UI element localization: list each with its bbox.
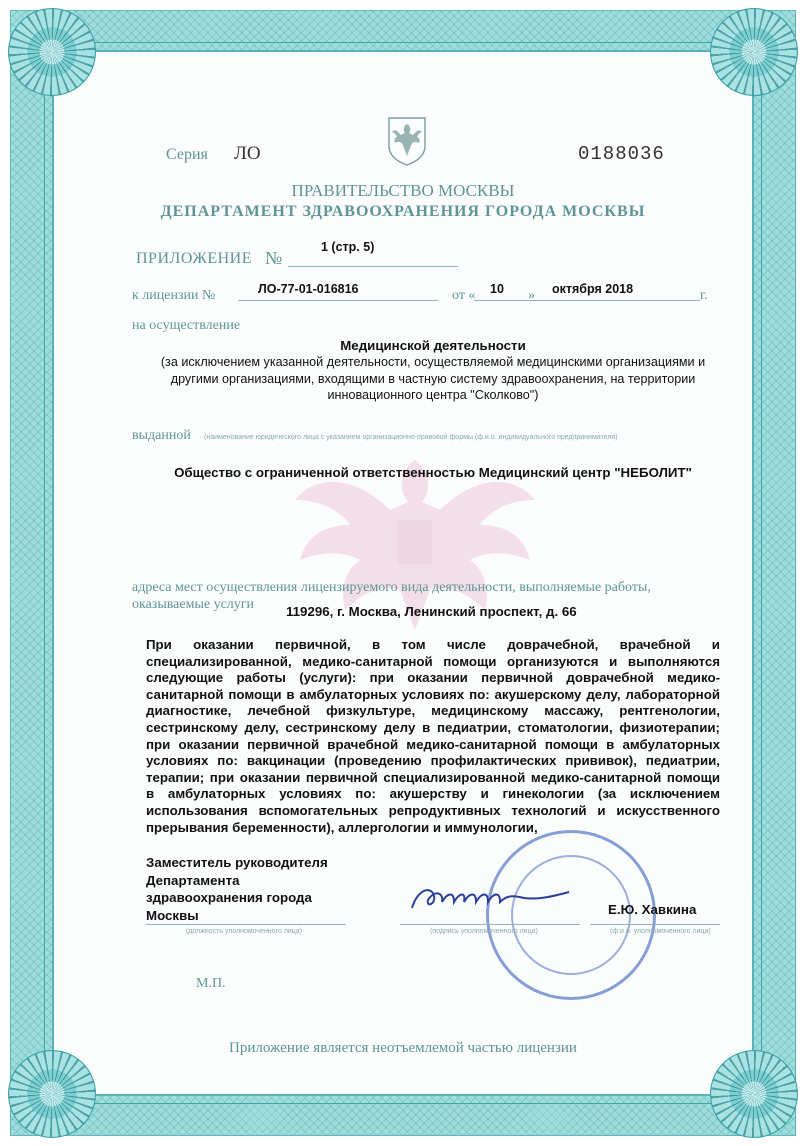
activity-note: (за исключением указанной деятельности, осуществляемой медицинскими организациями и другими организациями, входящими в частную систему здравоохранения, на территории инновационного центра "Сколково"): [160, 355, 706, 402]
activity-label: на осуществление: [132, 318, 241, 333]
license-day: 10: [490, 282, 504, 296]
license-month-year: октября 2018: [552, 282, 634, 296]
signature-underline: [400, 924, 580, 925]
address-label-line1: адреса мест осуществления лицензируемого вида деятельности, выполняемые работы,: [132, 580, 651, 595]
address-label-line2: оказываемые услуги: [132, 597, 255, 612]
signature-hint: (подпись уполномоченного лица): [430, 928, 538, 935]
issued-label: выданной: [132, 428, 191, 443]
corner-rosette-icon: [8, 1050, 96, 1138]
department-title: ДЕПАРТАМЕНТ ЗДРАВООХРАНЕНИЯ ГОРОДА МОСКВЫ: [160, 203, 646, 220]
seal-place-label: М.П.: [196, 976, 226, 991]
address-value: 119296, г. Москва, Ленинский проспект, д. 66: [286, 604, 577, 619]
coat-of-arms-icon: [386, 112, 428, 166]
footer-note: Приложение является неотъемлемой частью лицензии: [229, 1040, 577, 1056]
name-underline: [590, 924, 720, 925]
services-paragraph: При оказании первичной, в том числе доврачебной, врачебной и специализированной, медико-санитарной помощи организуются и выполняются следующие работы (услуги): при оказании первичной доврачебной медико-санитарной помощи в амбулаторных условиях по: акушерскому делу, лабораторной диагностике, лечебной физкультуре, медицинскому массажу, рентгенологии, сестринскому делу, сестринскому делу в педиатрии, стоматологии, физиотерапии; при оказании первичной врачебной медико-санитарной помощи в амбулаторных условиях по: вакцинации (проведению профилактических прививок), педиатрии, терапии; при оказании первичной специализированной медико-санитарной помощи в амбулаторных условиях по: акушерству и гинекологии (за исключением использования вспомогательных репродуктивных технологий и искусственного прерывания беременности), аллергологии и иммунологии,: [146, 637, 720, 835]
license-form-number: 0188036: [578, 143, 665, 165]
corner-rosette-icon: [710, 8, 798, 96]
signatory-position-line: Департамента: [146, 872, 240, 888]
signatory-position-line: Заместитель руководителя: [146, 855, 328, 870]
government-title: ПРАВИТЕЛЬСТВО МОСКВЫ: [291, 181, 515, 200]
signatory-position-line: Москвы: [146, 907, 199, 923]
appendix-label: ПРИЛОЖЕНИЕ: [136, 250, 253, 267]
license-number: ЛО-77-01-016816: [258, 282, 359, 296]
appendix-number-sign: №: [265, 248, 283, 268]
license-date-from-label: от «: [452, 288, 476, 303]
license-number-underline: [238, 300, 438, 301]
license-day-close: »: [528, 288, 535, 303]
license-date-underline: [474, 300, 700, 301]
issued-organization: Общество с ограниченной ответственностью Медицинский центр "НЕБОЛИТ": [174, 465, 692, 480]
issued-hint: (наименование юридического лица с указанием организационно-правовой формы (ф.и.о. индивидуального предпринимателя): [204, 434, 618, 441]
appendix-value: 1 (стр. 5): [321, 240, 375, 254]
corner-rosette-icon: [710, 1050, 798, 1138]
position-hint: (должность уполномоченного лица): [186, 928, 303, 935]
license-year-suffix: г.: [700, 288, 708, 303]
appendix-underline: [288, 266, 458, 267]
position-underline: [146, 924, 346, 925]
series-value: ЛО: [234, 143, 261, 164]
activity-title: Медицинской деятельности: [340, 338, 526, 353]
name-hint: (ф.и.о. уполномоченного лица): [610, 928, 711, 935]
corner-rosette-icon: [8, 8, 96, 96]
signatory-position: [146, 854, 328, 924]
series-label: Серия: [166, 146, 208, 163]
signatory-name: Е.Ю. Хавкина: [608, 902, 697, 917]
license-label: к лицензии №: [132, 288, 216, 303]
signatory-position-line: здравоохранения города: [146, 890, 312, 905]
handwritten-signature-icon: [404, 878, 584, 918]
